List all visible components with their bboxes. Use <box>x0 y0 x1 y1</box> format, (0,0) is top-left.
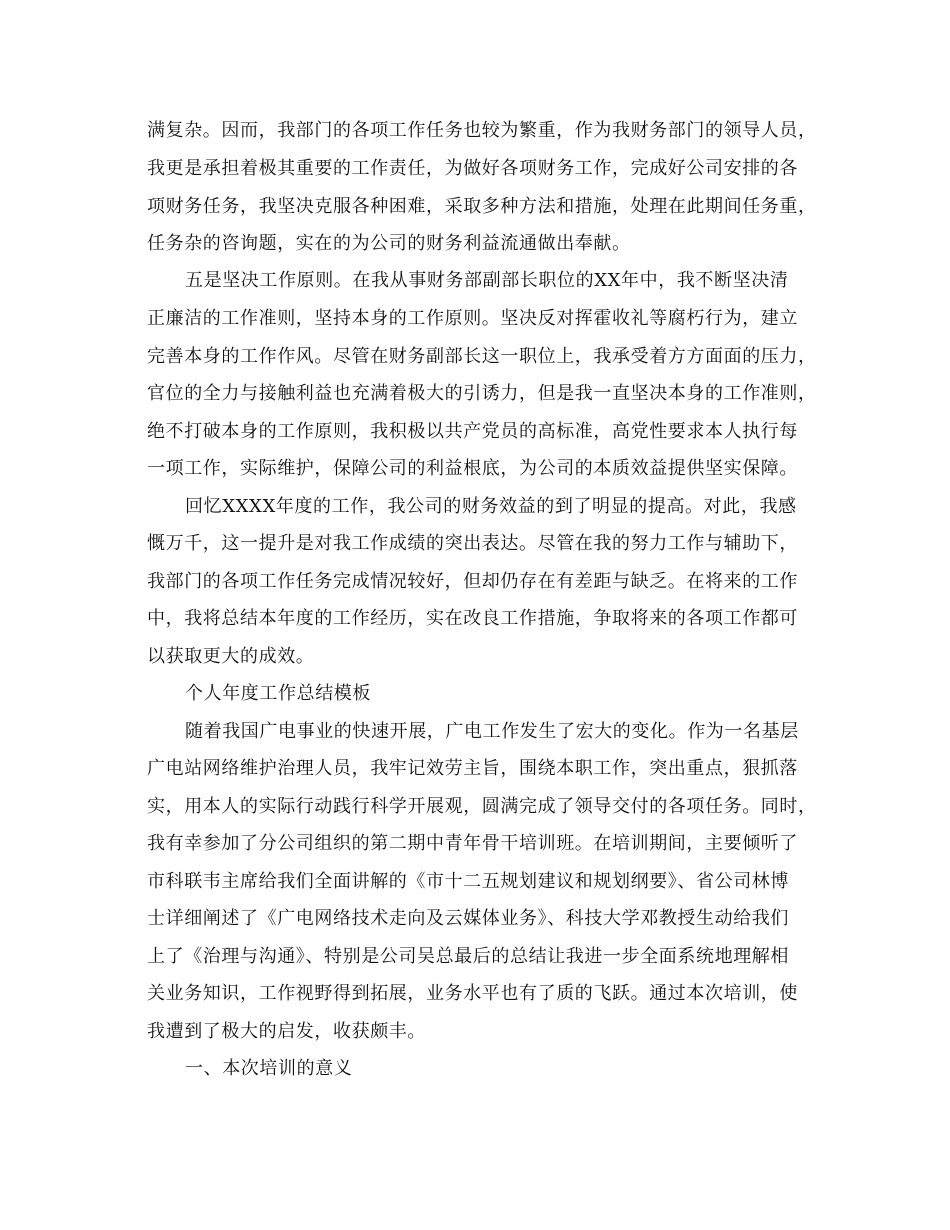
text-line: 我更是承担着极其重要的工作责任，为做好各项财务工作，完成好公司安排的各 <box>147 158 798 179</box>
text-line: 满复杂。因而，我部门的各项工作任务也较为繁重，作为我财务部门的领导人员， <box>147 120 817 141</box>
text-line: 完善本身的工作作风。尽管在财务副部长这一职位上，我承受着方方面面的压力， <box>147 346 817 367</box>
text-line: 我有幸参加了分公司组织的第二期中青年骨干培训班。在培训期间，主要倾听了 <box>147 833 798 854</box>
text-line: 正廉洁的工作准则，坚持本身的工作原则。坚决反对挥霍收礼等腐朽行为，建立 <box>147 308 798 329</box>
text-line: 以获取更大的成效。 <box>147 646 315 667</box>
text-line: 中，我将总结本年度的工作经历，实在改良工作措施，争取将来的各项工作都可 <box>147 608 798 629</box>
text-line: 我部门的各项工作任务完成情况较好，但却仍存在有差距与缺乏。在将来的工作 <box>147 571 798 592</box>
section-heading: 个人年度工作总结模板 <box>185 683 371 704</box>
text-line: 任务杂的咨询题，实在的为公司的财务利益流通做出奉献。 <box>147 233 631 254</box>
text-line: 士详细阐述了《广电网络技术走向及云媒体业务》、科技大学邓教授生动给我们 <box>147 908 789 929</box>
text-line: 上了《治理与沟通》、特别是公司吴总最后的总结让我进一步全面系统地理解相 <box>147 946 789 967</box>
text-line: 广电站网络维护治理人员，我牢记效劳主旨，围绕本职工作，突出重点，狠抓落 <box>147 758 798 779</box>
text-line: 关业务知识，工作视野得到拓展，业务水平也有了质的飞跃。通过本次培训，使 <box>147 983 798 1004</box>
text-line: 我遭到了极大的启发，收获颇丰。 <box>147 1021 426 1042</box>
text-line: 项财务任务，我坚决克服各种困难，采取多种方法和措施，处理在此期间任务重， <box>147 196 817 217</box>
paragraph-start-line: 随着我国广电事业的快速开展，广电工作发生了宏大的变化。作为一名基层 <box>185 721 799 742</box>
text-line: 一项工作，实际维护，保障公司的利益根底，为公司的本质效益提供坚实保障。 <box>147 458 798 479</box>
text-line: 官位的全力与接触利益也充满着极大的引诱力，但是我一直坚决本身的工作准则， <box>147 383 817 404</box>
section-heading: 一、本次培训的意义 <box>185 1058 353 1079</box>
text-line: 市科联韦主席给我们全面讲解的《市十二五规划建议和规划纲要》、省公司林博 <box>147 871 789 892</box>
text-line: 慨万千，这一提升是对我工作成绩的突出表达。尽管在我的努力工作与辅助下， <box>147 533 798 554</box>
text-line: 实，用本人的实际行动践行科学开展观，圆满完成了领导交付的各项任务。同时， <box>147 796 817 817</box>
text-line: 绝不打破本身的工作原则，我积极以共产党员的高标准，高党性要求本人执行每 <box>147 421 798 442</box>
paragraph-start-line: 回忆XXXX年度的工作，我公司的财务效益的到了明显的提高。对此，我感 <box>185 496 797 517</box>
paragraph-start-line: 五是坚决工作原则。在我从事财务部副部长职位的XX年中，我不断坚决清 <box>185 270 789 291</box>
